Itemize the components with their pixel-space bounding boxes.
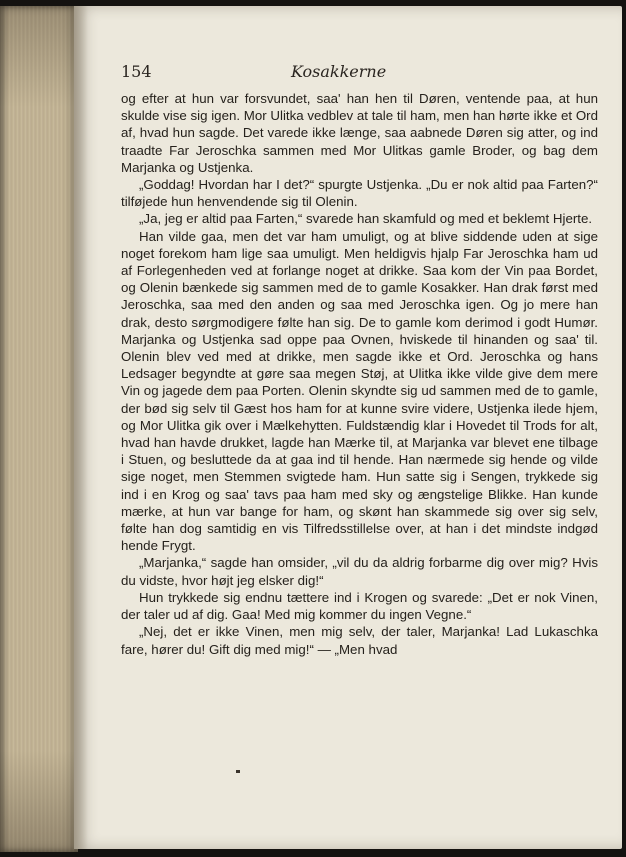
body-text [121, 90, 598, 658]
paragraph: Han vilde gaa, men det var ham umuligt, og at blive siddende uden at sige noget forekom ham lige saa umuligt. Men heldigvis hjalp Far Jeroschka ham ud af Forlegenheden ved at forlange noget at drikke. Saa kom der Vin paa Bordet, og Olenin bænkede sig sammen med de to gamle Kosakker. Han drak først med Jeroschka, saa med den anden og saa med Jeroschka igen. Og jo mere han drak, desto sørgmodigere følte han sig. De to gamle kom derimod i godt Humør. Marjanka og Ustjenka sad oppe paa Ovnen, hviskede til hinanden og saa' til. Olenin blev ved med at drikke, men sagde ikke et Ord. Jeroschka og hans Ledsager begyndte at gøre saa megen Støj, at Ulitka ikke vilde give dem mere Vin og jagede dem paa Porten. Olenin skyndte sig ud sammen med de to gamle, der bød sig selv til Gæst hos ham for at kunne svire videre, Ustjenka ilede hjem, og Mor Ulitka gik over i Mælkehytten. Fuldstændig klar i Hovedet til Trods for alt, hvad han havde drukket, lagde han Mærke til, at Marjanka var blevet ene tilbage i Stuen, og besluttede da at gaa ind til hende. Han nærmede sig hende og vilde sige noget, men Stemmen svigtede ham. Hun satte sig i Sengen, trykkede sig ind i en Krog og saa' tavs paa ham med sky og ængstelige Blikke. Han kunde mærke, at hun var bange for ham, og skønt han skammede sig over sig selv, følte han dog samtidig en vis Tilfredsstillelse over, at han i det mindste indgød hende Frygt. [121, 228, 598, 554]
page-edges [0, 6, 78, 852]
ink-speck [236, 770, 240, 773]
paragraph: „Ja, jeg er altid paa Farten,“ svarede han skamfuld og med et beklemt Hjerte. [139, 211, 593, 227]
paragraph: „Marjanka,“ sagde han omsider, „vil du da aldrig forbarme dig over mig? Hvis du vidste, hvor højt jeg elsker dig!“ [121, 555, 598, 588]
paragraph: Hun trykkede sig endnu tættere ind i Krogen og svarede: „Det er nok Vinen, der taler ud af dig. Gaa! Med mig kommer du ingen Vegne.“ [121, 589, 598, 623]
paragraph: „Goddag! Hvordan har I det?“ spurgte Ustjenka. „Du er nok altid paa Farten?“ tilføjede hun henvendende sig til Olenin. [121, 177, 598, 210]
running-title: Kosakkerne [291, 62, 387, 81]
page-header [121, 62, 608, 84]
paragraph: og efter at hun var forsvundet, saa' han hen til Døren, ventende paa, at hun skulde vise sig igen. Mor Ulitka vedblev at tale til ham, men han hørte ikke et Ord af, hvad hun sagde. Det varede ikke længe, saa aabnede Døren sig atter, og ind traadte Far Jeroschka sammen med Mor Ulitkas gamle Broder, og bag dem Marjanka og Ustjenka. [121, 91, 598, 175]
paragraph: „Nej, det er ikke Vinen, men mig selv, der taler, Marjanka! Lad Lukaschka fare, hører du! Gift dig med mig!“ — „Men hvad [121, 624, 598, 657]
page-number: 154 [121, 62, 152, 81]
